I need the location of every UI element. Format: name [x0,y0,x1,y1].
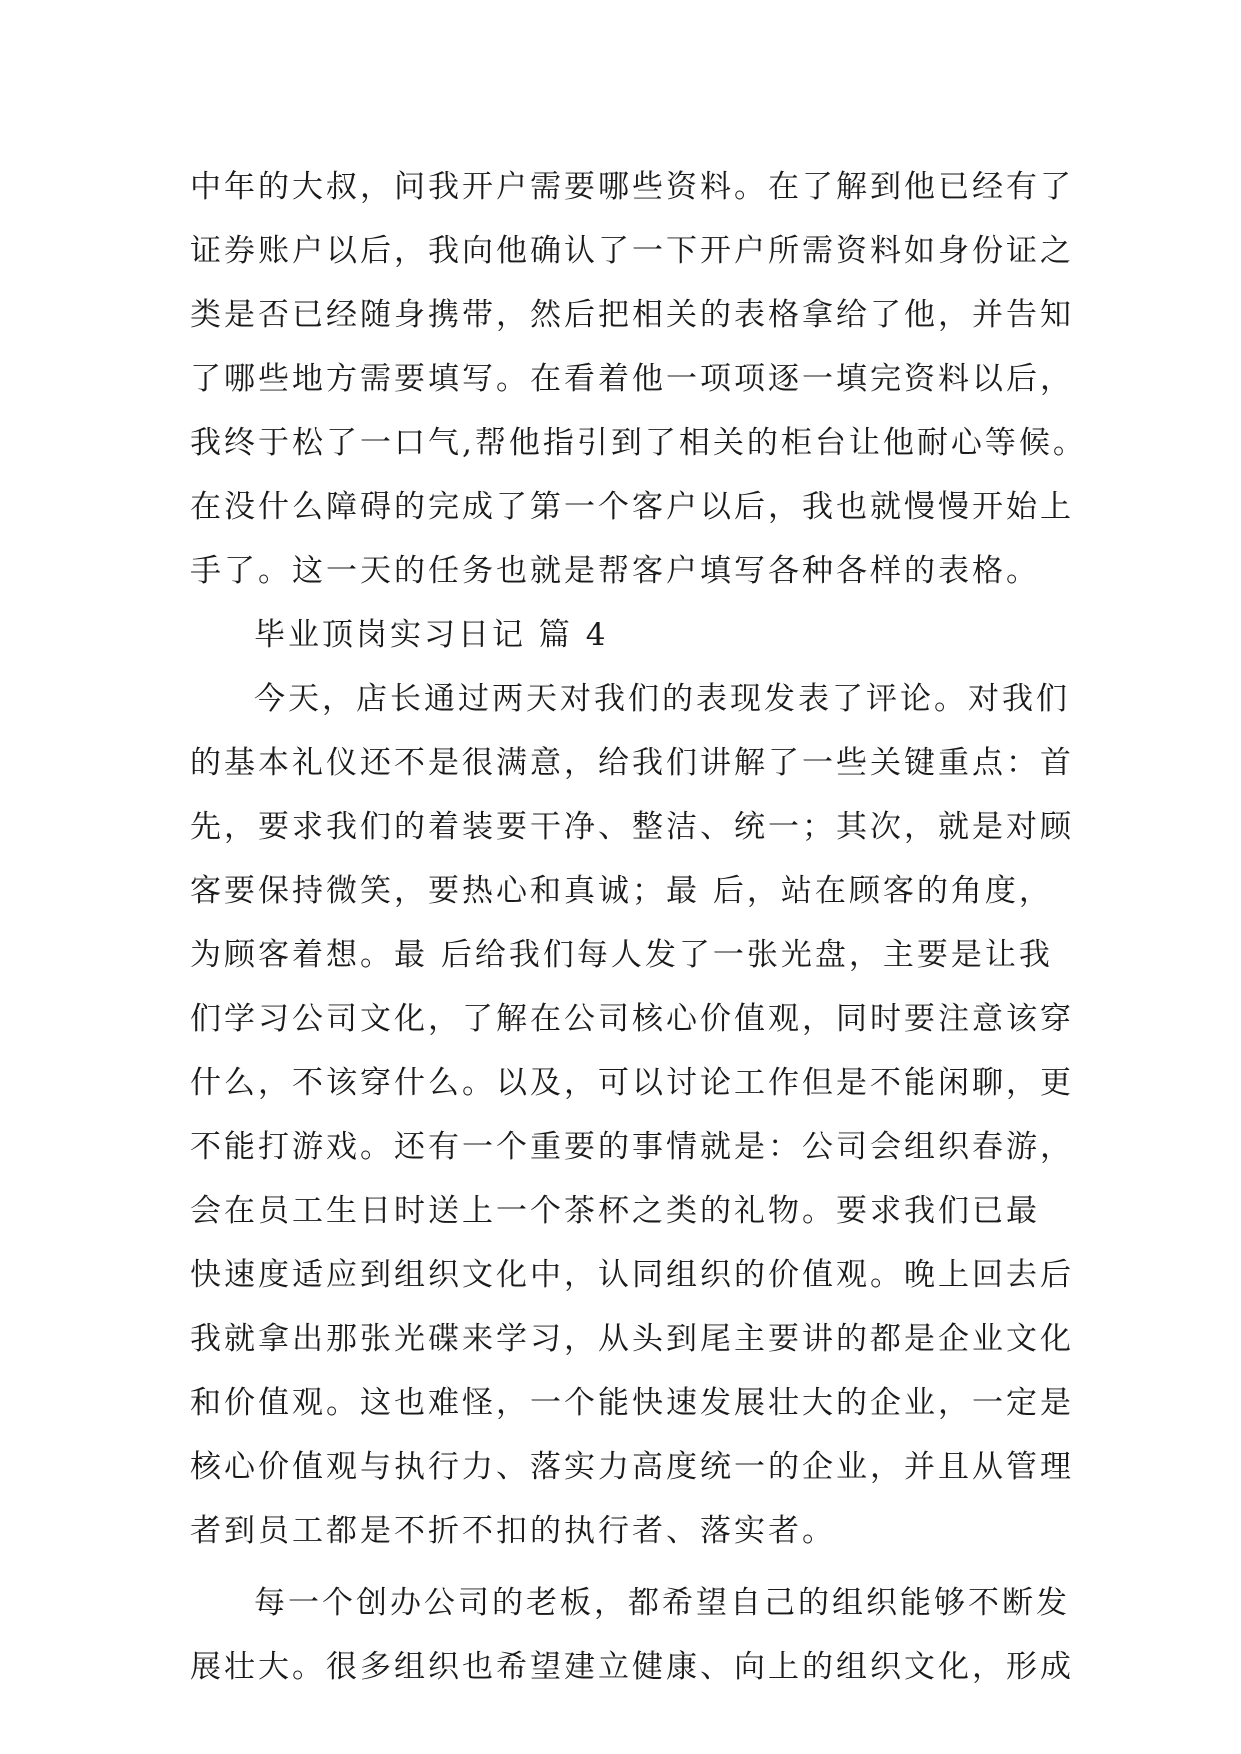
section-heading: 毕业顶岗实习日记 篇 4 [254,617,609,653]
text-line: 不能打游戏。还有一个重要的事情就是：公司会组织春游， [190,1129,1074,1165]
text-line: 什么，不该穿什么。以及，可以讨论工作但是不能闲聊，更 [190,1065,1074,1101]
text-line: 先，要求我们的着装要干净、整洁、统一；其次，就是对顾 [190,809,1074,845]
text-line: 会在员工生日时送上一个茶杯之类的礼物。要求我们已最 [190,1193,1040,1229]
text-line: 客要保持微笑，要热心和真诚；最 后，站在顾客的角度， [190,873,1053,909]
paragraph-1 [190,667,1074,1563]
text-line: 证券账户以后，我向他确认了一下开户所需资料如身份证之 [190,233,1074,269]
text-line: 今天，店长通过两天对我们的表现发表了评论。对我们 [254,681,1070,717]
paragraph-gap [190,1563,1070,1571]
text-line: 者到员工都是不折不扣的执行者、落实者。 [190,1513,836,1549]
text-line: 们学习公司文化，了解在公司核心价值观，同时要注意该穿 [190,1001,1074,1037]
text-line: 的基本礼仪还不是很满意，给我们讲解了一些关键重点：首 [190,745,1074,781]
document-body [190,155,1087,1699]
text-line: 为顾客着想。最 后给我们每人发了一张光盘，主要是让我 [190,937,1053,973]
text-line: 在没什么障碍的完成了第一个客户以后，我也就慢慢开始上 [190,489,1074,525]
text-line: 我就拿出那张光碟来学习，从头到尾主要讲的都是企业文化 [190,1321,1074,1357]
text-line: 手了。这一天的任务也就是帮客户填写各种各样的表格。 [190,553,1040,589]
text-line: 类是否已经随身携带，然后把相关的表格拿给了他，并告知 [190,297,1074,333]
text-line: 和价值观。这也难怪，一个能快速发展壮大的企业，一定是 [190,1385,1074,1421]
text-line: 展壮大。很多组织也希望建立健康、向上的组织文化，形成 [190,1649,1074,1685]
paragraph-continued [190,155,1087,603]
paragraph-2 [190,1571,1074,1699]
text-line: 核心价值观与执行力、落实力高度统一的企业，并且从管理 [190,1449,1074,1485]
text-line: 每一个创办公司的老板，都希望自己的组织能够不断发 [254,1585,1070,1621]
text-line: 了哪些地方需要填写。在看着他一项项逐一填完资料以后， [190,361,1074,397]
text-line: 我终于松了一口气,帮他指引到了相关的柜台让他耐心等候。 [190,425,1087,461]
text-line: 中年的大叔，问我开户需要哪些资料。在了解到他已经有了 [190,169,1074,205]
text-line: 快速度适应到组织文化中，认同组织的价值观。晚上回去后 [190,1257,1074,1293]
